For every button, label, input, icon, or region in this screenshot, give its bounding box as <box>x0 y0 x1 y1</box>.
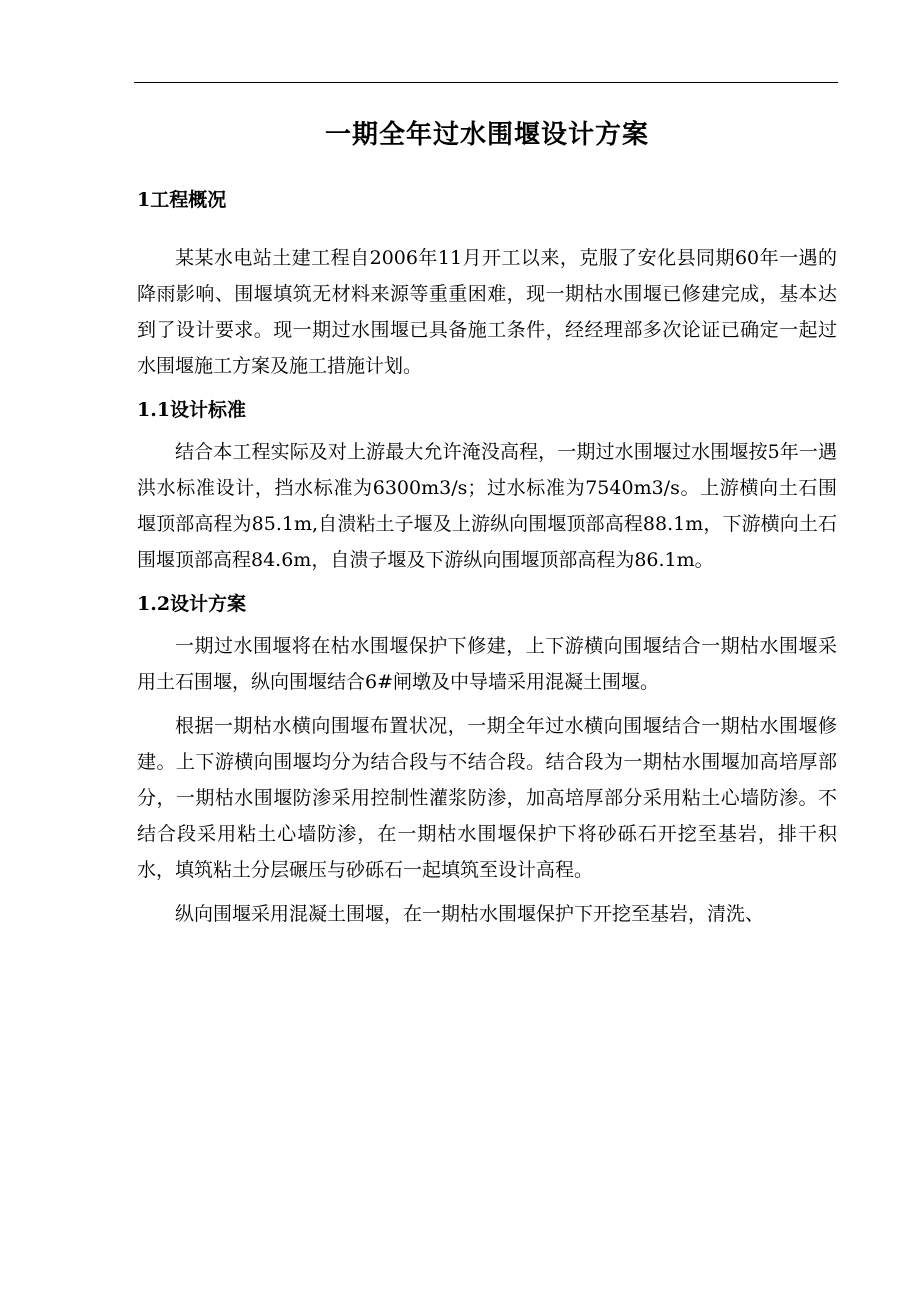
section-heading-overview: 1工程概况 <box>137 189 227 211</box>
overview-paragraph: 某某水电站土建工程自2006年11月开工以来，克服了安化县同期60年一遇的降雨影响、围堰填筑无材料来源等重重困难，现一期枯水围堰已修建完成，基本达到了设计要求。现一期过水围堰已具备施工条件，经经理部多次论证已确定一起过水围堰施工方案及施工措施计划。 <box>137 247 837 377</box>
design-plan-paragraph-1: 一期过水围堰将在枯水围堰保护下修建，上下游横向围堰结合一期枯水围堰采用土石围堰，纵向围堰结合6#闸墩及中导墙采用混凝土围堰。 <box>137 635 837 693</box>
section-heading-design-standard: 1.1设计标准 <box>137 399 247 421</box>
design-plan-paragraph-3: 纵向围堰采用混凝土围堰，在一期枯水围堰保护下开挖至基岩，清洗、 <box>175 903 765 925</box>
section-heading-design-plan: 1.2设计方案 <box>137 593 247 615</box>
document-title: 一期全年过水围堰设计方案 <box>324 120 649 150</box>
design-plan-paragraph-2: 根据一期枯水横向围堰布置状况，一期全年过水横向围堰结合一期枯水围堰修建。上下游横向围堰均分为结合段与不结合段。结合段为一期枯水围堰加高培厚部分，一期枯水围堰防渗采用控制性灌浆防渗，加高培厚部分采用粘土心墙防渗。不结合段采用粘土心墙防渗，在一期枯水围堰保护下将砂砾石开挖至基岩，排干积水，填筑粘土分层碾压与砂砾石一起填筑至设计高程。 <box>137 715 837 881</box>
document-body <box>137 110 837 940</box>
header-rule <box>134 82 838 83</box>
design-standard-paragraph: 结合本工程实际及对上游最大允许淹没高程，一期过水围堰过水围堰按5年一遇洪水标准设计，挡水标准为6300m3/s；过水标准为7540m3/s。上游横向土石围堰顶部高程为85.1m,自溃粘土子堰及上游纵向围堰顶部高程88.1m，下游横向土石围堰顶部高程84.6m，自溃子堰及下游纵向围堰顶部高程为86.1m。 <box>137 441 837 571</box>
